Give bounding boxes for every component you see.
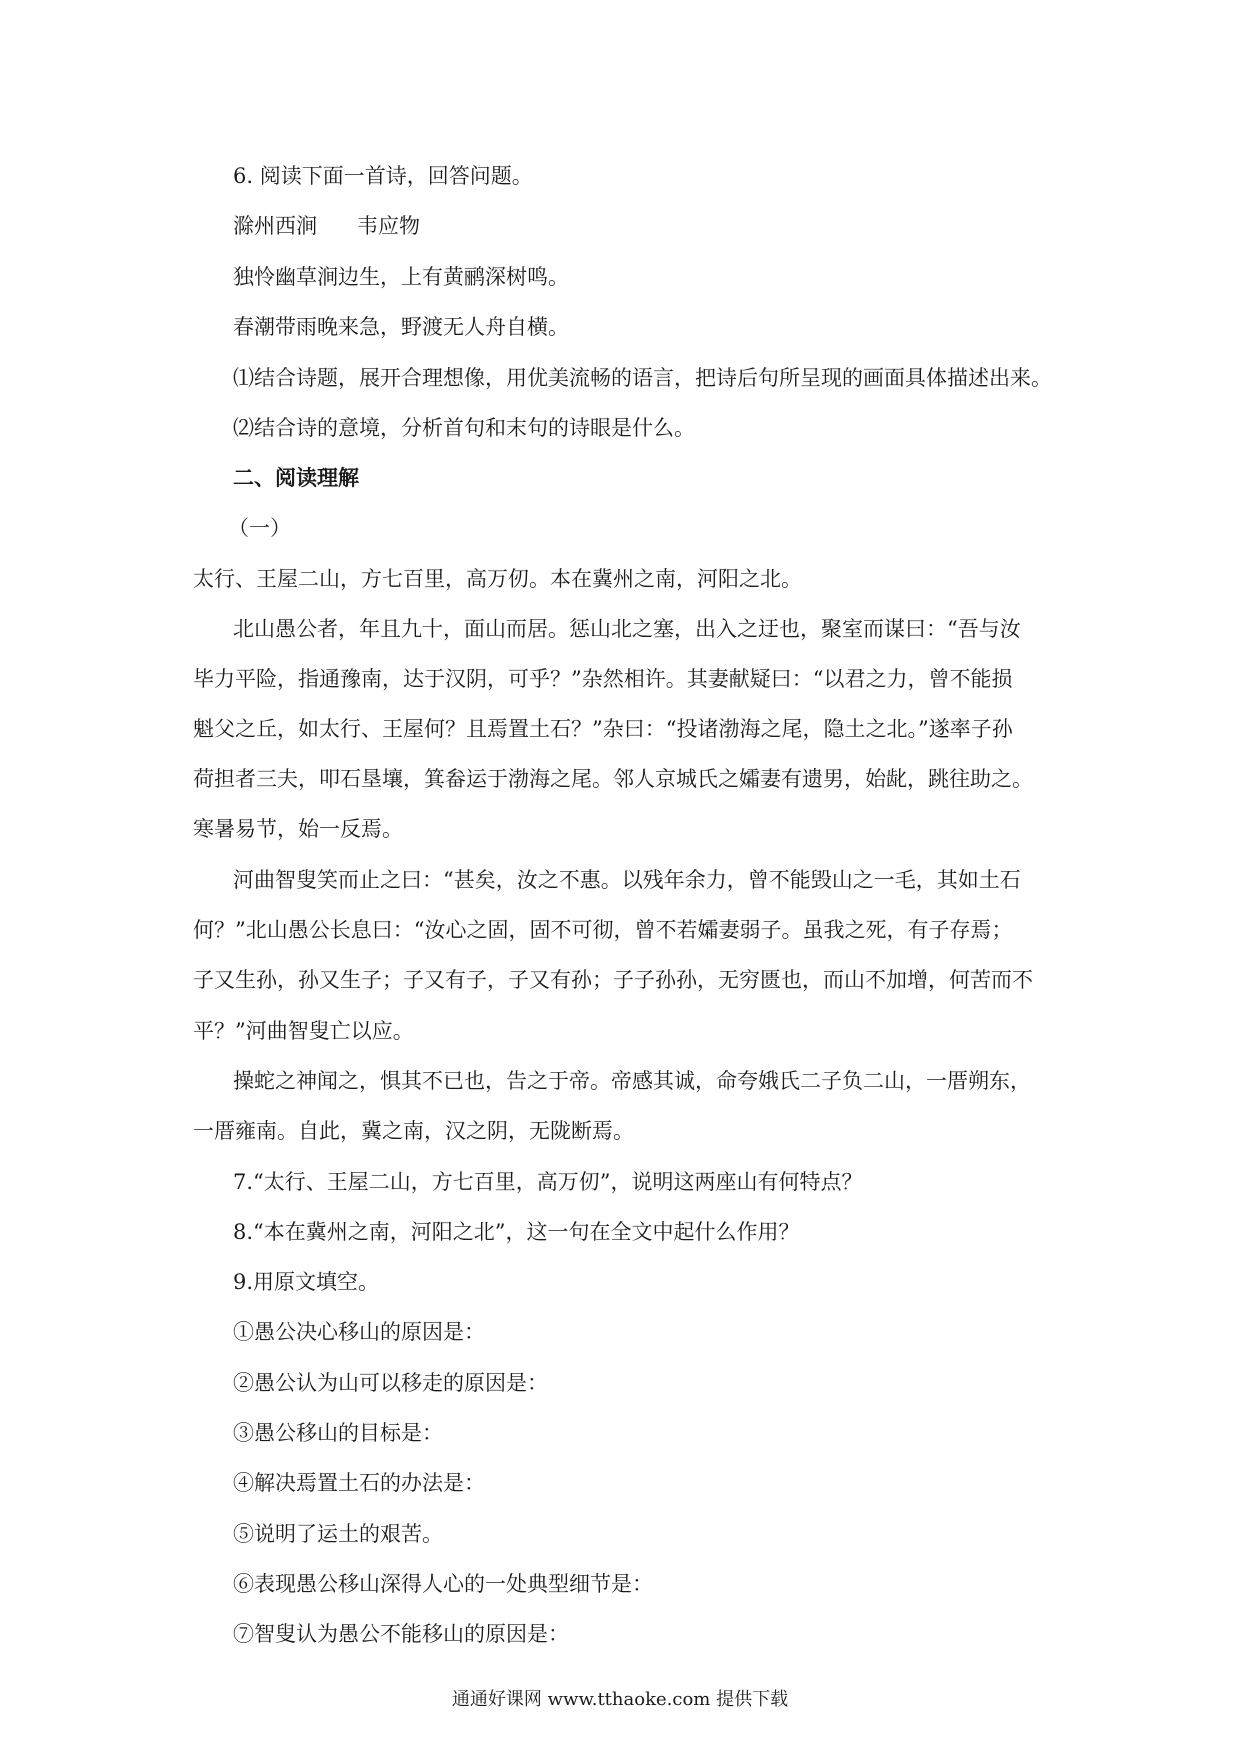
part-label: （一） [228, 516, 291, 540]
question-8: 8.“本在冀州之南，河阳之北”，这一句在全文中起什么作用？ [233, 1220, 800, 1244]
question-9-item: ⑦智叟认为愚公不能移山的原因是： [233, 1622, 569, 1646]
poem-title: 滁州西涧 [233, 214, 317, 238]
passage-paragraph-3-line: 平？”河曲智叟亡以应。 [193, 1019, 414, 1043]
passage-paragraph-3-line: 子又生孙，孙又生子；子又有子，子又有孙；子子孙孙，无穷匮也，而山不加增，何苦而不 [193, 968, 1033, 992]
question-6-prompt: 6. 阅读下面一首诗，回答问题。 [233, 164, 533, 188]
poem-heading [233, 212, 420, 240]
poem-author: 韦应物 [357, 214, 420, 238]
question-9-prompt: 9.用原文填空。 [233, 1270, 380, 1294]
question-9-item: ②愚公认为山可以移走的原因是： [233, 1371, 548, 1395]
passage-paragraph-2-line: 荷担者三夫，叩石垦壤，箕畚运于渤海之尾。邻人京城氏之孀妻有遗男，始龀，跳往助之。 [193, 767, 1033, 791]
passage-paragraph-2-line: 毕力平险，指通豫南，达于汉阴，可乎？”杂然相许。其妻献疑曰：“以君之力，曾不能损 [193, 667, 1013, 691]
question-7: 7.“太行、王屋二山，方七百里，高万仞”，说明这两座山有何特点？ [233, 1170, 863, 1194]
question-9-item: ①愚公决心移山的原因是： [233, 1320, 485, 1344]
passage-paragraph-2-line: 魁父之丘，如太行、王屋何？且焉置土石？”杂曰：“投诸渤海之尾，隐土之北。”遂率子孙 [193, 717, 1013, 741]
question-6-sub-1: ⑴结合诗题，展开合理想像，用优美流畅的语言，把诗后句所呈现的画面具体描述出来。 [233, 366, 1052, 390]
passage-paragraph-2-line: 北山愚公者，年且九十，面山而居。惩山北之塞，出入之迂也，聚室而谋曰：“吾与汝 [233, 617, 1021, 641]
poem-line-2: 春潮带雨晚来急，野渡无人舟自横。 [233, 315, 569, 339]
passage-paragraph-2-line: 寒暑易节，始一反焉。 [193, 817, 403, 841]
question-9-item: ④解决焉置土石的办法是： [233, 1471, 485, 1495]
passage-paragraph-4-line: 一厝雍南。自此，冀之南，汉之阴，无陇断焉。 [193, 1119, 634, 1143]
passage-paragraph-4-line: 操蛇之神闻之，惧其不已也，告之于帝。帝感其诚，命夸娥氏二子负二山，一厝朔东， [233, 1069, 1031, 1093]
passage-paragraph-1: 太行、王屋二山，方七百里，高万仞。本在冀州之南，河阳之北。 [193, 567, 802, 591]
question-9-item: ⑤说明了运土的艰苦。 [233, 1522, 443, 1546]
question-9-item: ⑥表现愚公移山深得人心的一处典型细节是： [233, 1572, 653, 1596]
passage-paragraph-3-line: 河曲智叟笑而止之曰：“甚矣，汝之不惠。以残年余力，曾不能毁山之一毛，其如土石 [233, 868, 1021, 892]
poem-line-1: 独怜幽草涧边生，上有黄鹂深树鸣。 [233, 265, 569, 289]
page-footer: 通通好课网 www.tthaoke.com 提供下载 [451, 1689, 789, 1710]
passage-paragraph-3-line: 何？”北山愚公长息曰：“汝心之固，固不可彻，曾不若孀妻弱子。虽我之死，有子存焉； [193, 918, 1013, 942]
question-9-item: ③愚公移山的目标是： [233, 1421, 443, 1445]
section-heading: 二、阅读理解 [233, 465, 359, 490]
question-6-sub-2: ⑵结合诗的意境，分析首句和末句的诗眼是什么。 [233, 416, 695, 440]
